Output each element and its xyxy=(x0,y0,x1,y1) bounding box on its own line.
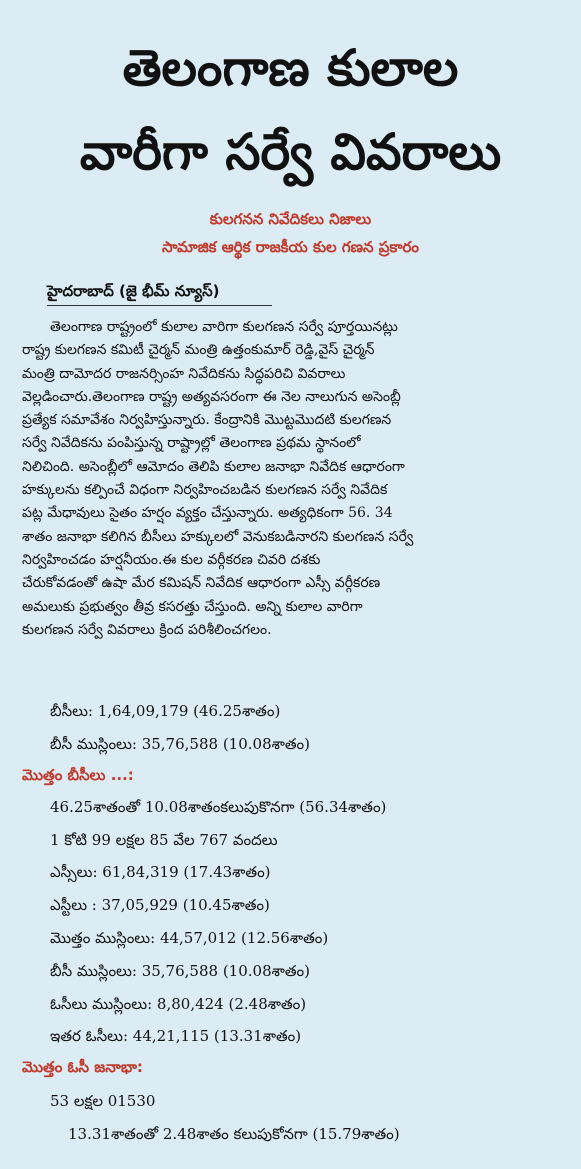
paragraph-line: తెలంగాణ రాష్ట్రంలో కులాల వారిగా కులగణన సర్వే పూర్తయినట్లు xyxy=(50,319,398,335)
paragraph-line: నిలిచింది. అసెంబ్లీలో ఆమోదం తెలిపి కులాల జనాభా నివేదిక ఆధారంగా xyxy=(22,458,405,475)
paragraph-line: పట్ల మేధావులు సైతం హర్షం వ్యక్తం చేస్తున్నారు. అత్యధికంగా 56. 34 xyxy=(22,505,393,522)
paragraph-line: రాష్ట్ర కులగణన కమిటీ చైర్మన్ మంత్రి ఉత్తంకుమార్ రెడ్డి,వైస్ చైర్మన్ xyxy=(22,342,375,359)
paragraph-line: సర్వే నివేదికను పంపిస్తున్న రాష్ట్రాల్లో తెలంగాణ ప్రథమ స్థానంలో xyxy=(22,435,361,452)
paragraph-line: హక్కులను కల్పించే విధంగా నిర్వహించబడిన కులగణన సర్వే నివేదిక xyxy=(22,482,388,499)
bc-population-row: బీసీలు: 1,64,09,179 (46.25శాతం) xyxy=(50,702,281,720)
paragraph-line: అమలుకు ప్రభుత్వం తీవ్ర కసరత్తు చేస్తుంది. అన్ని కులాల వారిగా xyxy=(22,598,363,615)
subheading-1: కులగనన నివేదికలు నిజాలు xyxy=(209,210,372,228)
headline-line-1: తెలంగాణ కులాల xyxy=(122,39,459,97)
paragraph-line: చేరుకోవడంతో ఉషా మేర కమిషన్ నివేదిక ఆధారంగా ఎస్సీ వర్గీకరణ xyxy=(22,575,381,592)
section-total-oc: మొత్తం ఓసీ జనాభా: xyxy=(22,1058,143,1076)
paragraph-line: మంత్రి దామోదర రాజనర్సింహ నివేదికను సిద్ధపరిచి వివరాలు xyxy=(22,365,346,382)
headline-line-2: వారీగా సర్వే వివరాలు xyxy=(79,123,502,181)
total-muslim-row: మొత్తం ముస్లింలు: 44,57,012 (12.56శాతం) xyxy=(50,929,329,947)
paragraph-line: కులగణన సర్వే వివరాలు క్రింద పరిశీలించగలం. xyxy=(22,621,272,638)
oc-percent-row: 13.31శాతంతో 2.48శాతం కలుపుకోనగా (15.79శాతం) xyxy=(68,1125,400,1143)
section-total-bc: మొత్తం బీసీలు ...: xyxy=(22,766,134,784)
total-bc-count-row: 1 కోటి 99 లక్షల 85 వేల 767 వందలు xyxy=(50,831,278,849)
paragraph-line: ప్రత్యేక సమావేశం నిర్వహిస్తున్నారు. కేంద్రానికి మొట్టమొదటి కులగణన xyxy=(22,412,392,429)
bc-muslim-row: బీసీ ముస్లింలు: 35,76,588 (10.08శాతం) xyxy=(50,735,310,753)
subheading-2: సామాజిక ఆర్థిక రాజకీయ కుల గణన ప్రకారం xyxy=(162,238,419,256)
dateline: హైదరాబాద్ (జై భీమ్ న్యూస్) xyxy=(47,282,220,300)
dateline-underline xyxy=(47,305,272,306)
oc-muslim-row: ఓసీలు ముస్లింలు: 8,80,424 (2.48శాతం) xyxy=(50,995,307,1013)
st-row: ఎస్టీలు : 37,05,929 (10.45శాతం) xyxy=(50,896,270,914)
article-paragraph xyxy=(22,316,562,642)
total-bc-row: 46.25శాతంతో 10.08శాతంకలుపుకొనగా (56.34శాతం) xyxy=(50,798,387,816)
paragraph-line: నిర్వహించడం హర్షనీయం.ఈ కుల వర్గీకరణ చివరి దశకు xyxy=(22,551,321,568)
bc-muslim-row-2: బీసీ ముస్లింలు: 35,76,588 (10.08శాతం) xyxy=(50,962,310,980)
paragraph-line: వెల్లడించారు.తెలంగాణ రాష్ట్ర అత్యవసరంగా ఈ నెల నాలుగున అసెంబ్లీ xyxy=(22,388,401,405)
sc-row: ఎస్సీలు: 61,84,319 (17.43శాతం) xyxy=(50,863,271,881)
oc-count-row: 53 లక్షల 01530 xyxy=(50,1092,156,1110)
other-oc-row: ఇతర ఓసీలు: 44,21,115 (13.31శాతం) xyxy=(50,1027,302,1045)
paragraph-line: శాతం జనాభా కలిగిన బీసీలు హక్కులలో వెనుకబడినారని కులగణన సర్వే xyxy=(22,528,414,545)
